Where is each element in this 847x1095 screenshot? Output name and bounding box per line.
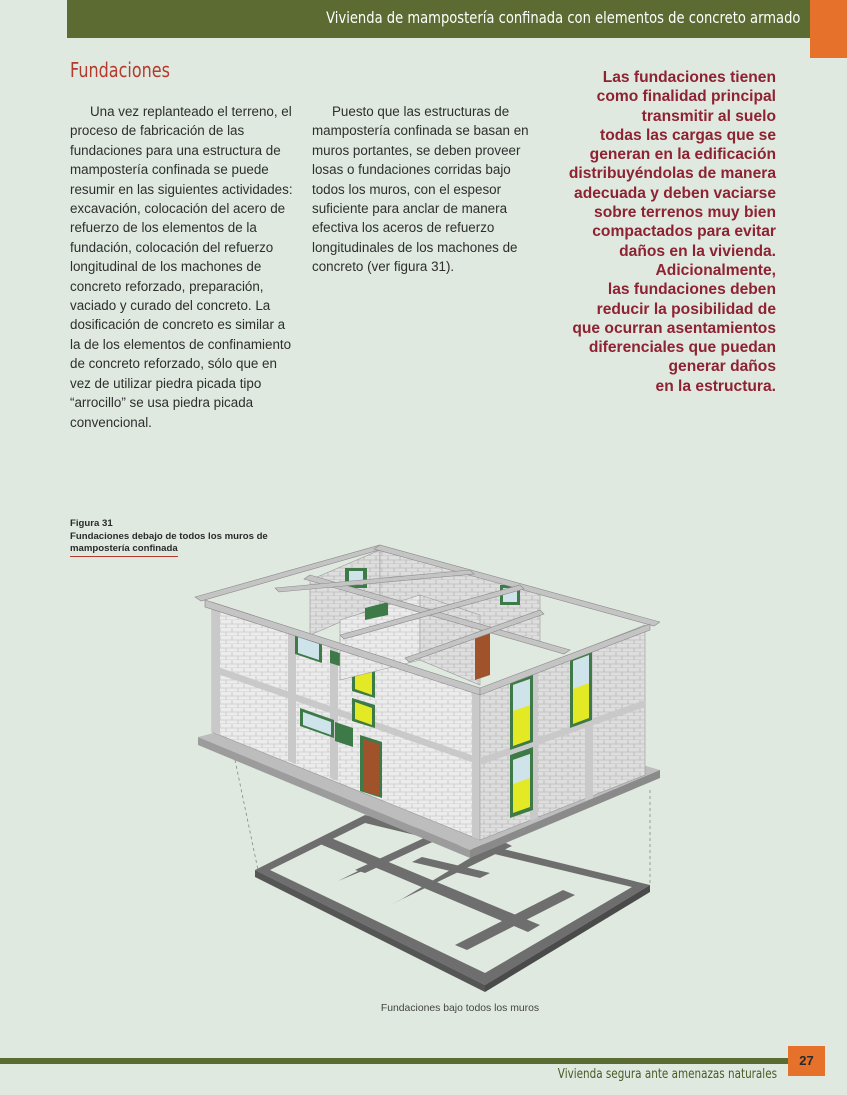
pullquote-line: todas las cargas que se	[600, 126, 776, 144]
figure-number: Figura 31	[70, 518, 113, 529]
orange-corner-tab	[810, 0, 847, 58]
pullquote-line: sobre terrenos muy bien	[594, 204, 776, 222]
pullquote-line: reducir la posibilidad de	[596, 300, 776, 318]
column2-paragraph: Puesto que las estructuras de mampostería confinada se basan en muros portantes, se deben proveer losas o fundaciones corridas bajo todos los muros, con el espesor suficiente para anclar de manera efectiva los aceros de refuerzo longitudinales de los machones de concreto (ver figura 31).	[312, 104, 529, 275]
pullquote-line: diferenciales que puedan	[588, 339, 776, 357]
pullquote-line: como finalidad principal	[596, 88, 776, 106]
figure-title-line2: mampostería confinada	[70, 543, 178, 557]
figure-caption: Fundaciones bajo todos los muros	[380, 1003, 540, 1014]
pullquote-line: adecuada y deben vaciarse	[574, 184, 776, 202]
figure-title-line1: Fundaciones debajo de todos los muros de	[70, 530, 268, 542]
pullquote-line: distribuyéndolas de manera	[568, 165, 776, 183]
pullquote-line: Adicionalmente,	[655, 261, 776, 279]
house-foundation-illustration	[190, 540, 660, 1000]
pull-quote	[548, 68, 776, 396]
header-bar	[67, 0, 810, 38]
pullquote-line: las fundaciones deben	[607, 281, 776, 299]
pullquote-line: que ocurran asentamientos	[572, 319, 776, 337]
text-column-1	[70, 102, 296, 432]
pullquote-line: compactados para evitar	[592, 223, 776, 241]
text-column-2	[312, 102, 536, 277]
column1-paragraph: Una vez replanteado el terreno, el proceso de fabricación de las fundaciones para una estructura de mampostería confinada se puede resumir en las siguientes actividades: excavación, colocación del acero de refuerzo de los elementos de la fundación, colocación del refuerzo longitudinal de los machones de concreto reforzado, preparación, vaciado y curado del concreto. La dosificación de concreto es similar a la de los elementos de confinamiento de concreto reforzado, sólo que en vez de utilizar piedra picada tipo “arrocillo” se usa piedra picada convencional.	[70, 104, 293, 430]
footer-rule	[0, 1058, 788, 1064]
pullquote-line: Las fundaciones tienen	[602, 69, 776, 86]
pullquote-line: generan en la edificación	[589, 146, 776, 164]
section-title: Fundaciones	[70, 58, 170, 82]
header-title: Vivienda de mampostería confinada con elementos de concreto armado	[325, 8, 800, 27]
pullquote-line: transmitir al suelo	[641, 107, 776, 125]
pullquote-line: generar daños	[668, 358, 776, 376]
pullquote-line: en la estructura.	[655, 377, 776, 395]
page-number: 27	[788, 1046, 825, 1076]
pullquote-line: daños en la vivienda.	[619, 242, 776, 260]
footer-title: Vivienda segura ante amenazas naturales	[557, 1067, 777, 1082]
